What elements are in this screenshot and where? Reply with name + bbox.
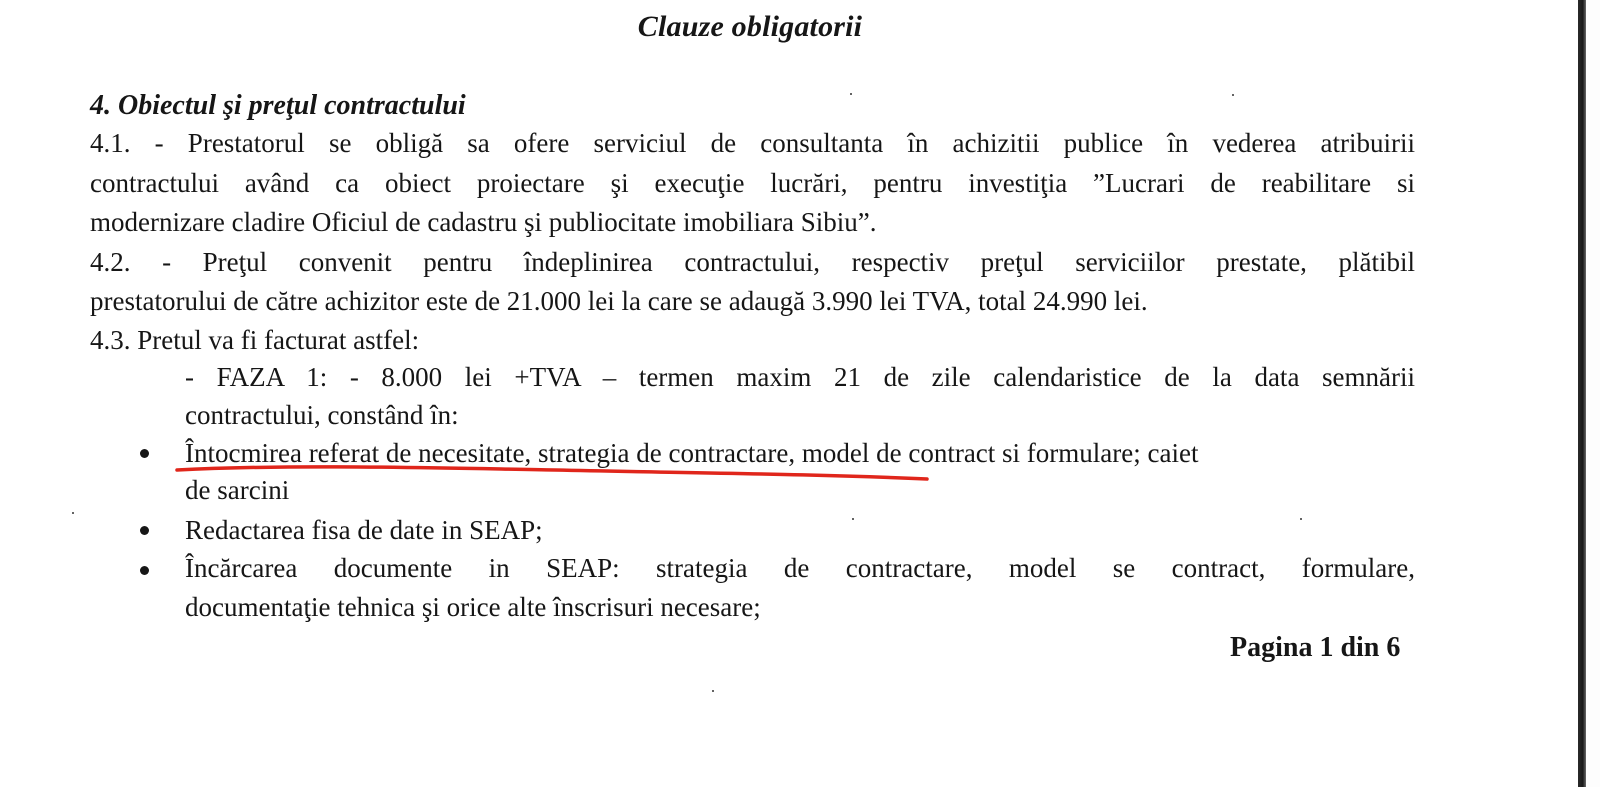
page-number: Pagina 1 din 6 — [1230, 632, 1401, 663]
scan-speck — [1300, 518, 1302, 520]
faza1-line-2: contractului, constând în: — [185, 400, 459, 430]
paragraph-4-2-line-1: 4.2. - Preţul convenit pentru îndeplinirea contractului, respectiv preţul serviciilor prestate, plătibil — [90, 247, 1415, 277]
bullet-3-line-1: Încărcarea documente in SEAP: strategia de contractare, model se contract, formulare, — [185, 553, 1415, 583]
section-heading: 4. Obiectul şi preţul contractului — [90, 90, 466, 121]
faza1-line-1: - FAZA 1: - 8.000 lei +TVA – termen maxim 21 de zile calendaristice de la data semnării — [185, 362, 1415, 392]
bullet-1-line-1: Întocmirea referat de necesitate, strategia de contractare, model de contract si formulare; caiet — [185, 438, 1199, 468]
paragraph-4-1-line-1: 4.1. - Prestatorul se obligă sa ofere serviciul de consultanta în achizitii publice în vederea atribuirii — [90, 128, 1415, 158]
paragraph-4-1-line-3: modernizare cladire Oficiul de cadastru şi publiocitate imobiliara Sibiu”. — [90, 207, 877, 237]
bullet-2-line-1: Redactarea fisa de date in SEAP; — [185, 515, 543, 545]
bullet-marker — [140, 566, 149, 575]
scan-speck — [712, 690, 714, 692]
paragraph-4-2-line-2: prestatorului de către achizitor este de 21.000 lei la care se adaugă 3.990 lei TVA, total 24.990 lei. — [90, 286, 1148, 316]
scan-speck — [850, 93, 852, 95]
bullet-marker — [140, 526, 149, 535]
scan-speck — [1232, 94, 1234, 96]
scan-edge — [1578, 0, 1586, 787]
bullet-marker — [140, 449, 149, 458]
bullet-3-line-2: documentaţie tehnica şi orice alte înscrisuri necesare; — [185, 592, 761, 622]
scan-speck — [852, 518, 854, 520]
paragraph-4-3-line-1: 4.3. Pretul va fi facturat astfel: — [90, 325, 420, 355]
scan-margin — [1586, 0, 1600, 787]
bullet-1-line-2: de sarcini — [185, 475, 290, 505]
paragraph-4-1-line-2: contractului având ca obiect proiectare şi execuţie lucrări, pentru investiţia ”Lucrari de reabilitare si — [90, 168, 1415, 198]
scan-speck — [72, 512, 74, 514]
document-title: Clauze obligatorii — [637, 10, 863, 43]
